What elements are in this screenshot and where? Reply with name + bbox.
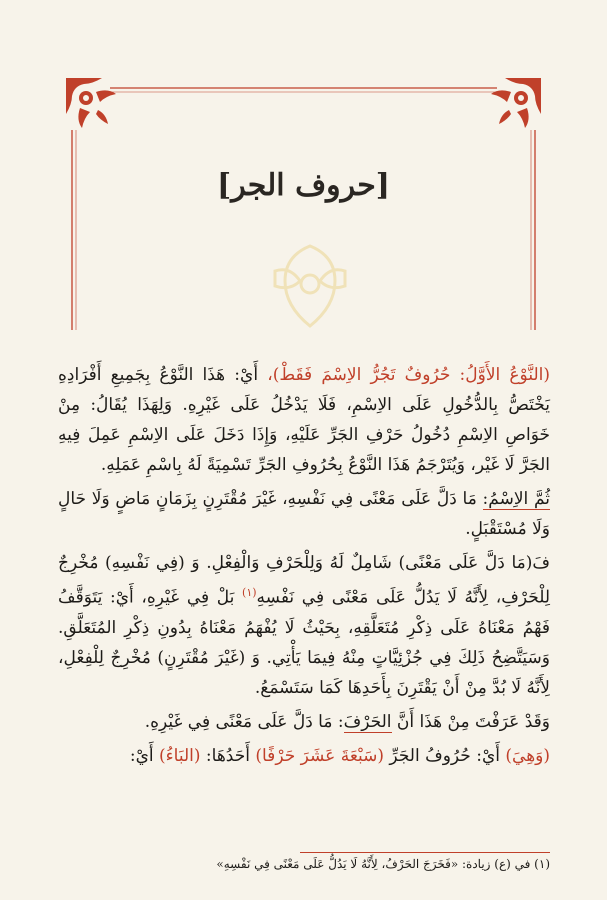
footnote-marker[interactable]: (١) <box>242 586 257 599</box>
commentary-text: أَيْ: هَذَا النَّوْعُ بِجَمِيعِ أَفْرَادِهِ يَخْتَصُّ بِالدُّخُولِ عَلَى الاِسْمِ، فَلَا يَدْخُلُ عَلَى غَيْرِهِ. وَلِهَذَا يُقَالُ: مِنْ خَوَاصِ الاِسْمِ دُخُولُ حَرْفِ الجَرِّ عَلَيْهِ، وَإِذَا دَخَلَ عَلَى الاِسْمِ عَمِلَ فِيهِ الجَرَّ لَا غَيْر، وَيُتَرْجَمُ هَذَا النَّوْعُ بِحُرُوفِ الجَرِّ تَسْمِيَةً لَهُ بِاسْمِ عَمَلِهِ. <box>58 365 550 475</box>
footnote-separator <box>300 852 550 853</box>
term-lead: ثُمَّ الاِسْمُ: <box>482 489 550 509</box>
commentary-text: وَقَدْ عَرَفْتَ مِنْ هَذَا أَنَّ <box>391 711 550 732</box>
commentary-text: شَامِلٌ لَهُ وَلِلْحَرْفِ وَالْفِعْلِ. وَ (فِي نَفْسِهِ) مُخْرِجٌ لِلْحَرْفِ، لِأَنَّهُ لَا يَدُلُّ عَلَى مَعْنًى فِي نَفْسِهِ <box>58 553 550 608</box>
commentary-text: أَحَدُهَا: <box>200 745 256 766</box>
commentary-text: أَيْ: <box>129 745 160 766</box>
term-highlight: الحَرْفَ <box>343 711 392 732</box>
commentary-text: أَيْ: حُرُوفُ الجَرِّ <box>384 745 506 766</box>
commentary-text: مَا دَلَّ عَلَى مَعْنًى فِي نَفْسِهِ، غَيْرَ مُقْتَرِنٍ بِزَمَانٍ مَاضٍ وَلَا حَالٍ وَلَا مُسْتَقْبَلٍ. <box>58 489 550 539</box>
paragraph-5 <box>58 741 550 771</box>
commentary-text: : مَا دَلَّ عَلَى مَعْنًى فِي غَيْرِهِ. <box>144 711 344 732</box>
corner-ornament-icon <box>477 74 545 142</box>
body-text <box>58 360 550 775</box>
matn-lead: (وَهِيَ) <box>505 745 550 766</box>
paragraph-2 <box>58 484 550 544</box>
paragraph-1 <box>58 360 550 480</box>
chapter-title: [حروف الجر] <box>217 168 390 204</box>
paragraph-4 <box>58 707 550 737</box>
paragraph-3 <box>58 548 550 703</box>
term-lead: فَ(مَا دَلَّ عَلَى مَعْنًى) <box>398 553 550 573</box>
matn-lead: (النَّوْعُ الأَوَّلُ: حُرُوفٌ تَجُرُّ الاِسْمَ فَقَطْ)، <box>267 365 550 385</box>
matn-highlight: (البَاءُ) <box>159 745 201 766</box>
watermark-ornament-icon <box>255 236 365 336</box>
commentary-text: بَلْ فِي غَيْرِهِ، أَيْ: يَتَوَقَّفُ فَهْمُ مَعْنَاهُ عَلَى ذِكْرِ مُتَعَلَّقِهِ، بِحَيْثُ لَا يُفْهَمُ مَعْنَاهُ بِدُونِ ذِكْرِ المُتَعَلَّقِ. وَسَيَتَّضِحُ ذَلِكَ فِي جُزْئِيَّاتٍ مِنْهُ فِيمَا يَأْتِي. وَ (غَيْرَ مُقْتَرِنٍ) مُخْرِجٌ لِلْفِعْلِ، لِأَنَّهُ لَا بُدَّ مِنْ أَنْ يَقْتَرِنَ بِأَحَدِهَا كَمَا سَتَسْمَعُ. <box>58 587 550 698</box>
matn-highlight: (سَبْعَةَ عَشَرَ حَرْفًا) <box>255 745 385 766</box>
footnote: (١) في (ع) زيادة: «فَخَرَجَ الحَرْفُ، لِأَنَّهُ لَا يَدُلُّ عَلَى مَعْنًى فِي نَفْسِهِ» <box>216 857 550 871</box>
corner-ornament-icon <box>62 74 130 142</box>
